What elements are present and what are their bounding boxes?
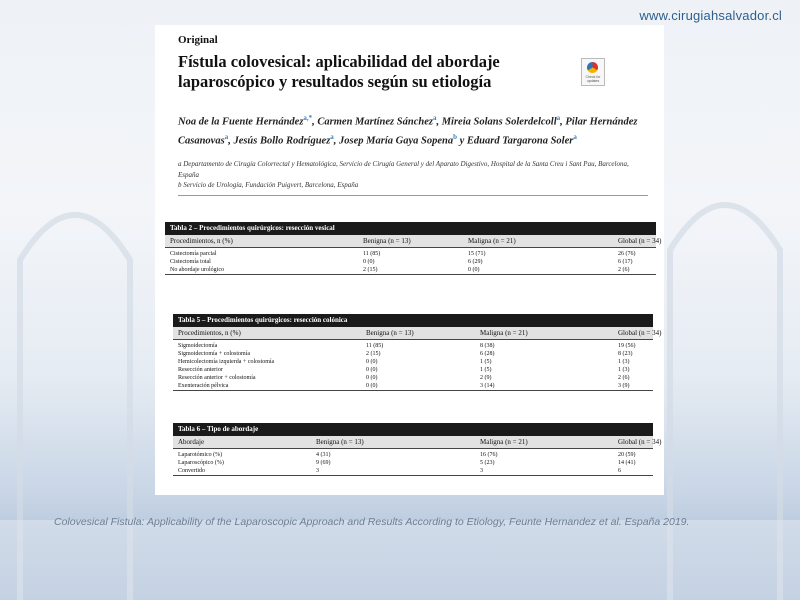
- table-cell: Sigmoidectomía: [178, 343, 218, 349]
- table-header-row: [173, 327, 662, 340]
- column-header: Abordaje: [178, 438, 205, 446]
- check-for-updates-badge[interactable]: [581, 58, 605, 86]
- affiliation-mark[interactable]: a: [330, 133, 334, 141]
- table-cell: 0 (0): [468, 267, 480, 273]
- table-header-row: [165, 235, 662, 248]
- table-cell: 1 (5): [480, 367, 492, 373]
- author-name: Mireia Solans Solerdelcoll: [441, 116, 557, 128]
- column-header: Maligna (n = 21): [480, 438, 528, 446]
- column-header: Maligna (n = 21): [468, 237, 516, 245]
- site-url: www.cirugiahsalvador.cl: [639, 8, 782, 23]
- table-cell: Exenteración pélvica: [178, 383, 229, 389]
- table-cell: Laparoscópico (%): [178, 460, 224, 466]
- check-updates-label: Check for updates: [585, 75, 601, 83]
- author-name: Eduard Targarona Soler: [466, 135, 574, 147]
- table-cell: 0 (0): [366, 359, 378, 365]
- column-header: Procedimientos, n (%): [170, 237, 233, 245]
- article-section-label: Original: [178, 34, 218, 46]
- column-header: Global (n = 34): [618, 329, 662, 337]
- table-cell: Laparotómico (%): [178, 452, 223, 458]
- table-row: [173, 467, 653, 476]
- table-cell: 14 (41): [618, 460, 636, 466]
- table-cell: 3: [316, 468, 319, 474]
- table-row: [173, 366, 653, 374]
- table-cell: Cistectomía total: [170, 259, 211, 265]
- affiliation-mark[interactable]: a,*: [303, 114, 313, 122]
- table-row: [165, 258, 656, 266]
- table-cell: 0 (0): [366, 367, 378, 373]
- table-2: [165, 222, 662, 275]
- article-title: Fístula colovesical: aplicabilidad del abordaje laparoscópico y resultados según su etiología: [178, 52, 500, 91]
- table-6: [173, 423, 662, 476]
- table-cell: 6 (28): [480, 351, 495, 357]
- table-row: [165, 250, 656, 258]
- table-cell: 6 (17): [618, 259, 633, 265]
- affiliation-mark[interactable]: a: [432, 114, 437, 122]
- table-cell: 0 (0): [366, 383, 378, 389]
- column-header: Global (n = 34): [618, 237, 662, 245]
- table-cell: 16 (76): [480, 452, 498, 458]
- column-header: Benigna (n = 13): [316, 438, 364, 446]
- table-cell: Resección anterior: [178, 367, 223, 373]
- affiliation-divider: [178, 195, 648, 196]
- table-cell: 8 (23): [618, 351, 633, 357]
- affiliation-mark[interactable]: a: [224, 133, 229, 141]
- author-list: Noa de la Fuente Hernández$^{a,*}$, Carmen Martínez Sánchez$^a$, Mireia Solans Solerdelcoll$^a$, Pilar Hernández Casanovas$^a$, Jesús Bollo Rodríguez$^a$, Josep María Gaya Sopena$^b$ y Eduard Targarona Soler$^a$: [178, 114, 638, 147]
- table-cell: 11 (85): [366, 343, 384, 349]
- table-caption: Tabla 5 – Procedimientos quirúrgicos: resección colónica: [173, 314, 653, 327]
- table-row: [173, 374, 653, 382]
- table-cell: 11 (85): [363, 251, 381, 257]
- table-cell: 1 (5): [480, 359, 492, 365]
- table-caption: Tabla 2 – Procedimientos quirúrgicos: resección vesical: [165, 222, 656, 235]
- paper-excerpt: [155, 25, 664, 495]
- table-cell: 19 (56): [618, 343, 636, 349]
- table-cell: 1 (3): [618, 359, 630, 365]
- crossmark-icon: [587, 62, 598, 73]
- author-name: Carmen Martínez Sánchez: [317, 116, 433, 128]
- column-header: Global (n = 34): [618, 438, 662, 446]
- table-cell: 2 (6): [618, 267, 630, 273]
- table-cell: 8 (38): [480, 343, 495, 349]
- table-cell: 3 (9): [618, 383, 630, 389]
- table-cell: 2 (15): [366, 351, 381, 357]
- slide-caption: Colovesical Fistula: Applicability of the Laparoscopic Approach and Results According to Etiology, Feunte Hernandez et al. España 2019.: [54, 516, 690, 528]
- table-cell: 20 (59): [618, 452, 636, 458]
- table-header-row: [173, 436, 662, 449]
- table-cell: 9 (69): [316, 460, 331, 466]
- table-row: [173, 350, 653, 358]
- column-header: Maligna (n = 21): [480, 329, 528, 337]
- author-name: Josep María Gaya Sopena: [339, 135, 454, 147]
- table-cell: 2 (15): [363, 267, 378, 273]
- table-row: [173, 358, 653, 366]
- table-cell: Hemicolectomía izquierda + colostomía: [178, 359, 275, 365]
- table-cell: 0 (0): [366, 375, 378, 381]
- table-cell: 3 (14): [480, 383, 495, 389]
- table-cell: Convertido: [178, 468, 205, 474]
- table-cell: Cistectomía parcial: [170, 251, 217, 257]
- table-cell: Sigmoidectomía + colostomía: [178, 351, 251, 357]
- table-cell: 4 (31): [316, 452, 331, 458]
- affiliation-line: a Departamento de Cirugía Colorrectal y Hematológica, Servicio de Cirugía General y del Aparato Digestivo, Hospital de la Santa Creu i Sant Pau, Barcelona, España: [178, 160, 629, 179]
- column-header: Benigna (n = 13): [363, 237, 411, 245]
- table-cell: 3: [480, 468, 483, 474]
- affiliation-mark[interactable]: a: [556, 114, 561, 122]
- table-cell: 6: [618, 468, 621, 474]
- table-cell: 6 (29): [468, 259, 483, 265]
- table-row: [173, 451, 653, 459]
- author-name: Jesús Bollo Rodríguez: [233, 135, 331, 147]
- table-5: [173, 314, 662, 391]
- table-cell: 15 (71): [468, 251, 486, 257]
- table-row: [165, 266, 656, 275]
- table-cell: No abordaje urológico: [170, 267, 224, 273]
- affiliations: [178, 159, 648, 191]
- table-cell: 2 (9): [480, 375, 492, 381]
- table-row: [173, 382, 653, 391]
- table-caption: Tabla 6 – Tipo de abordaje: [173, 423, 653, 436]
- affiliation-mark[interactable]: a: [573, 133, 577, 141]
- table-cell: 0 (0): [363, 259, 375, 265]
- table-cell: Resección anterior + colostomía: [178, 375, 256, 381]
- author-name: Noa de la Fuente Hernández: [178, 116, 304, 128]
- column-header: Benigna (n = 13): [366, 329, 414, 337]
- table-cell: 5 (23): [480, 460, 495, 466]
- table-row: [173, 459, 653, 467]
- table-row: [173, 342, 653, 350]
- table-cell: 2 (6): [618, 375, 630, 381]
- table-cell: 26 (76): [618, 251, 636, 257]
- column-header: Procedimientos, n (%): [178, 329, 241, 337]
- author-name: Pilar Hernández Casanovas: [178, 116, 638, 147]
- table-cell: 1 (3): [618, 367, 630, 373]
- affiliation-mark[interactable]: b: [453, 133, 457, 141]
- affiliation-line: b Servicio de Urología, Fundación Puigvert, Barcelona, España: [178, 181, 359, 189]
